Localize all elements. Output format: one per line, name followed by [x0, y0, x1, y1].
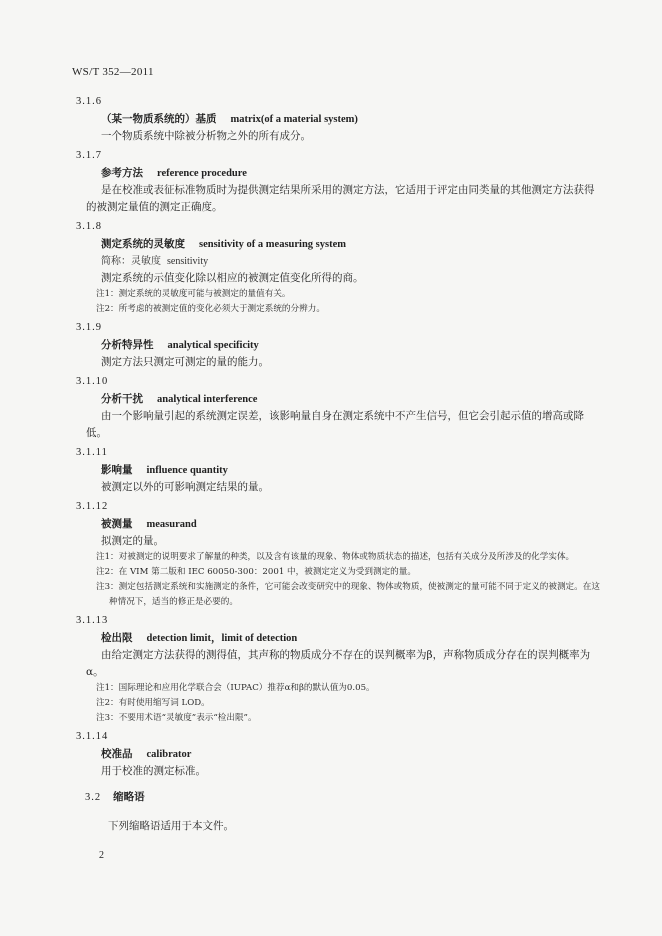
- content-body: [0, 93, 662, 835]
- term-cn: 校准品: [101, 748, 133, 760]
- term-en: detection limit，limit of detection: [146, 633, 298, 644]
- entry-3-1-6: [0, 93, 662, 145]
- entry-number: 3.1.11: [76, 447, 108, 458]
- entry-3-1-7: [0, 147, 662, 216]
- entry-definition: 是在校准或表征标准物质时为提供测定结果所采用的测定方法，它适用于评定由同类量的其他测定方法获得的被测定量值的测定正确度。: [86, 184, 595, 213]
- entry-definition: 测定系统的示值变化除以相应的被测定值变化所得的商。: [101, 272, 364, 284]
- entry-definition: 一个物质系统中除被分析物之外的所有成分。: [101, 130, 311, 142]
- term-cn: 影响量: [101, 464, 133, 476]
- term-cn: 被测量: [101, 518, 133, 530]
- entry-note: 注1：对被测定的说明要求了解量的种类，以及含有该量的现象、物体或物质状态的描述，包括有关成分及所涉及的化学实体。: [96, 552, 575, 562]
- entry-definition: 被测定以外的可影响测定结果的量。: [101, 481, 269, 493]
- term-en: analytical interference: [157, 394, 258, 405]
- entry-term: [101, 164, 662, 182]
- entry-note: 注2：所考虑的被测定值的变化必须大于测定系统的分辨力。: [96, 304, 325, 314]
- term-cn: 分析干扰: [101, 393, 143, 405]
- entry-number: 3.1.8: [76, 221, 102, 232]
- entry-number: 3.1.14: [76, 731, 109, 742]
- entry-term: [101, 235, 662, 253]
- entry-term: [101, 629, 662, 647]
- term-en: matrix(of a material system): [230, 114, 358, 125]
- entry-number: 3.1.6: [76, 96, 102, 107]
- entry-term: [101, 336, 662, 354]
- term-en: analytical specificity: [167, 340, 259, 351]
- term-en: reference procedure: [157, 168, 247, 179]
- entry-term: [101, 461, 662, 479]
- entry-definition: 测定方法只测定可测定的量的能力。: [101, 356, 269, 368]
- entry-3-1-8: [0, 218, 662, 317]
- page-number: 2: [99, 850, 104, 861]
- term-en: measurand: [146, 519, 197, 530]
- entry-number: 3.1.10: [76, 376, 109, 387]
- entry-3-1-10: [0, 373, 662, 442]
- entry-note: 注1：国际理论和应用化学联合会（IUPAC）推荐α和β的默认值为0.05。: [96, 683, 375, 693]
- entry-term: [101, 515, 662, 533]
- alt-en: sensitivity: [167, 256, 209, 267]
- entry-definition: 拟测定的量。: [101, 535, 164, 547]
- entry-definition: 由一个影响量引起的系统测定误差，该影响量自身在测定系统中不产生信号，但它会引起示值的增高或降低。: [86, 410, 584, 439]
- entry-3-1-14: [0, 728, 662, 780]
- entry-3-1-9: [0, 319, 662, 371]
- term-en: calibrator: [146, 749, 192, 760]
- document-code: WS/T 352—2011: [72, 66, 154, 78]
- entry-note: 注3：不要用术语“灵敏度”表示“检出限”。: [96, 713, 257, 723]
- term-en: sensitivity of a measuring system: [199, 239, 346, 250]
- entry-note: 注2：有时使用缩写词 LOD。: [96, 698, 210, 708]
- entry-term: [101, 745, 662, 763]
- section-heading: [85, 788, 662, 807]
- section-title: 缩略语: [113, 791, 145, 803]
- section-number: 3.2: [85, 792, 102, 803]
- term-cn: 参考方法: [101, 167, 143, 179]
- term-cn: 测定系统的灵敏度: [101, 238, 185, 250]
- section-text: 下列缩略语适用于本文件。: [108, 820, 234, 832]
- entry-definition: 用于校准的测定标准。: [101, 765, 206, 777]
- entry-term: [101, 390, 662, 408]
- entry-number: 3.1.13: [76, 615, 109, 626]
- entry-number: 3.1.12: [76, 501, 109, 512]
- term-cn: （某一物质系统的）基质: [101, 113, 217, 125]
- alt-cn: 简称：灵敏度: [101, 256, 161, 267]
- term-en: influence quantity: [146, 465, 228, 476]
- entry-number: 3.1.7: [76, 150, 102, 161]
- term-cn: 分析特异性: [101, 339, 154, 351]
- entry-definition: 由给定测定方法获得的测得值，其声称的物质成分不存在的误判概率为β，声称物质成分存在的误判概率为α。: [86, 649, 591, 678]
- term-cn: 检出限: [101, 632, 133, 644]
- entry-note: 注3：测定包括测定系统和实施测定的条件，它可能会改变研究中的现象、物体或物质，使被测定的量可能不同于定义的被测定。在这种情况下，适当的修正是必要的。: [96, 582, 600, 607]
- entry-note: 注1：测定系统的灵敏度可能与被测定的量值有关。: [96, 289, 291, 299]
- entry-3-1-11: [0, 444, 662, 496]
- entry-number: 3.1.9: [76, 322, 102, 333]
- entry-alt-term: [101, 253, 662, 270]
- entry-term: [101, 110, 662, 128]
- entry-note: 注2：在 VIM 第二版和 IEC 60050-300：2001 中，被测定定义为受到测定的量。: [96, 567, 416, 577]
- entry-3-1-13: [0, 612, 662, 726]
- entry-3-1-12: [0, 498, 662, 610]
